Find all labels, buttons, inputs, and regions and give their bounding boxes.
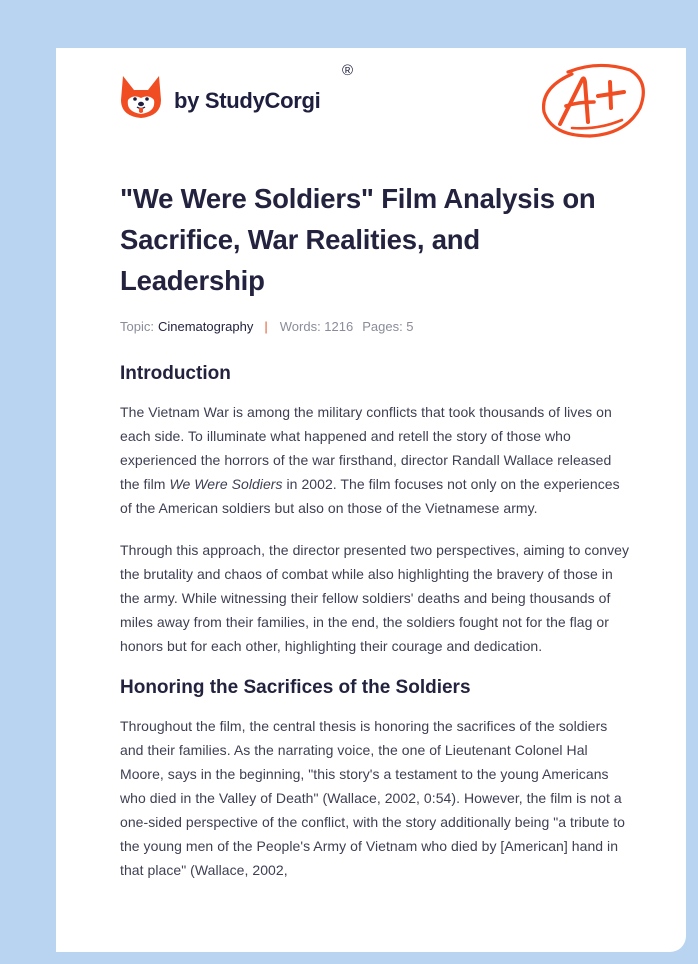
header (56, 48, 686, 158)
page-count: Pages: 5 (362, 319, 414, 334)
word-count: Words: 1216 (279, 319, 354, 334)
paragraph (120, 400, 630, 520)
paragraph-text: The Vietnam War is among the military conflicts that took thousands of lives on each side. To illuminate what happened and retell the story of those who experienced the horrors of the war firsthand, director Randall Wallace released the film (120, 404, 612, 492)
studycorgi-logo[interactable] (120, 74, 320, 120)
page-title: "We Were Soldiers" Film Analysis on Sacrifice, War Realities, and Leadership (120, 183, 596, 296)
topic-label: Topic: (120, 319, 154, 334)
corgi-logo-icon (120, 74, 162, 120)
topic-link[interactable]: Cinematography (157, 319, 254, 334)
document-card (56, 48, 686, 952)
section-heading-honoring-sacrifices: Honoring the Sacrifices of the Soldiers (120, 677, 471, 698)
paragraph: Throughout the film, the central thesis is honoring the sacrifices of the soldiers and their families. As the narrating voice, the one of Lieutenant Colonel Hal Moore, says in the beginning, "this story's a testament to the young Americans who died in the Valley of Death" (Wallace, 2002, 0:54). However, the film is not a one-sided perspective of the conflict, with the story additionally being "a tribute to the young men of the People's Army of Vietnam who died by [American] hand in that place" (Wallace, 2002, (120, 718, 625, 878)
meta-separator: | (264, 319, 268, 334)
paragraph-text: in 2002. The film focuses not only on the experiences of the American soldiers but also on those of the Vietnamese army. (120, 476, 620, 516)
article (120, 178, 630, 882)
section-heading-introduction: Introduction (120, 363, 231, 384)
brand-name: by StudyCorgi (174, 88, 321, 113)
article-meta (120, 319, 630, 334)
film-title-italic: We Were Soldiers (169, 476, 283, 492)
a-plus-grade-icon (538, 60, 648, 140)
registered-mark: ® (342, 62, 354, 79)
paragraph: Through this approach, the director presented two perspectives, aiming to convey the brutality and chaos of combat while also highlighting the bravery of those in the army. While witnessing their fellow soldiers' deaths and being thousands of miles away from their families, in the end, the soldiers fought not for the flag or honors but for each other, highlighting their courage and dedication. (120, 542, 630, 654)
